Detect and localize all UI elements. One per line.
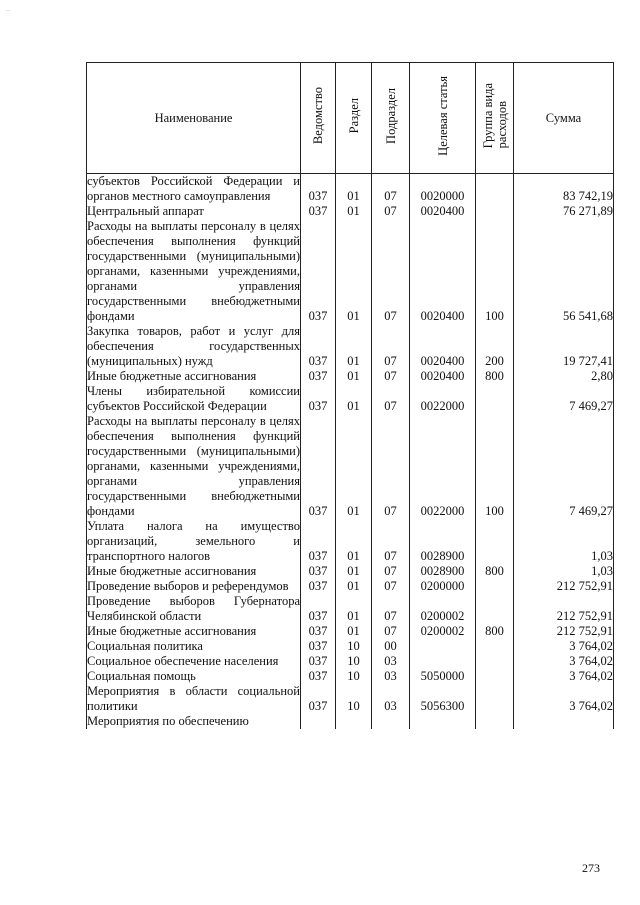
- table-row: [87, 624, 614, 639]
- row-section: 10: [336, 684, 372, 714]
- row-amount: 1,03: [514, 519, 614, 564]
- row-name: Социальное обеспечение населения: [87, 654, 301, 669]
- row-name: Центральный аппарат: [87, 204, 301, 219]
- row-subsection: 07: [372, 519, 410, 564]
- row-target-article: 0020400: [410, 204, 476, 219]
- header-department: Ведомство: [301, 63, 336, 174]
- row-subsection: 07: [372, 219, 410, 324]
- table-row: [87, 639, 614, 654]
- row-department: 037: [301, 624, 336, 639]
- row-target-article: 0020400: [410, 324, 476, 369]
- row-name: субъектов Российской Федерации и органов местного самоуправления: [87, 174, 300, 203]
- row-amount: 83 742,19: [514, 174, 614, 205]
- row-amount: 56 541,68: [514, 219, 614, 324]
- row-section: 10: [336, 654, 372, 669]
- header-amount: Сумма: [514, 63, 614, 174]
- row-department: 037: [301, 579, 336, 594]
- row-department: 037: [301, 654, 336, 669]
- row-department: 037: [301, 669, 336, 684]
- row-subsection: 03: [372, 654, 410, 669]
- row-section: 01: [336, 369, 372, 384]
- row-subsection: 03: [372, 669, 410, 684]
- row-subsection: 07: [372, 369, 410, 384]
- row-subsection: 03: [372, 684, 410, 714]
- page-number: 273: [582, 861, 600, 875]
- row-subsection: 07: [372, 594, 410, 624]
- row-expense-group: 100: [476, 219, 514, 324]
- row-subsection: 07: [372, 579, 410, 594]
- budget-table: [86, 62, 614, 729]
- row-target-article: [410, 654, 476, 669]
- row-department: 037: [301, 219, 336, 324]
- row-name: Иные бюджетные ассигнования: [87, 369, 301, 384]
- row-expense-group: [476, 594, 514, 624]
- table-row: [87, 684, 614, 714]
- row-department: 037: [301, 594, 336, 624]
- table-row: [87, 579, 614, 594]
- row-amount: 212 752,91: [514, 594, 614, 624]
- row-target-article: 5056300: [410, 684, 476, 714]
- row-section: 01: [336, 324, 372, 369]
- table-row: [87, 384, 614, 414]
- row-name: Расходы на выплаты персоналу в целях обеспечения выполнения функций государственными (муниципальными) органами, казенными учреждениями, органами управления государственными внебюджетными фондами: [87, 414, 300, 518]
- row-expense-group: [476, 384, 514, 414]
- row-department: 037: [301, 204, 336, 219]
- row-amount: 212 752,91: [514, 579, 614, 594]
- row-department: 037: [301, 414, 336, 519]
- row-subsection: 07: [372, 324, 410, 369]
- row-amount: 76 271,89: [514, 204, 614, 219]
- row-name: Иные бюджетные ассигнования: [87, 624, 301, 639]
- row-subsection: 07: [372, 174, 410, 205]
- row-department: 037: [301, 639, 336, 654]
- table-row: [87, 594, 614, 624]
- row-target-article: 0200000: [410, 579, 476, 594]
- row-section: 01: [336, 204, 372, 219]
- row-amount: 7 469,27: [514, 384, 614, 414]
- table-row: [87, 564, 614, 579]
- row-target-article: [410, 714, 476, 729]
- row-department: 037: [301, 519, 336, 564]
- row-amount: 1,03: [514, 564, 614, 579]
- row-section: 01: [336, 219, 372, 324]
- table-row: [87, 519, 614, 564]
- row-target-article: 0022000: [410, 384, 476, 414]
- row-section: 01: [336, 384, 372, 414]
- row-amount: 2,80: [514, 369, 614, 384]
- row-subsection: 07: [372, 564, 410, 579]
- row-expense-group: [476, 519, 514, 564]
- row-subsection: [372, 714, 410, 729]
- row-target-article: 5050000: [410, 669, 476, 684]
- row-section: 01: [336, 579, 372, 594]
- row-expense-group: 800: [476, 624, 514, 639]
- row-name: Закупка товаров, работ и услуг для обеспечения государственных (муниципальных) нужд: [87, 324, 300, 368]
- row-name: Мероприятия в области социальной политики: [87, 684, 300, 713]
- row-subsection: 00: [372, 639, 410, 654]
- row-department: [301, 714, 336, 729]
- header-section: Раздел: [336, 63, 372, 174]
- row-expense-group: 800: [476, 564, 514, 579]
- header-expense-group: Группа видарасходов: [476, 63, 514, 174]
- row-target-article: 0022000: [410, 414, 476, 519]
- row-expense-group: [476, 669, 514, 684]
- table-row: [87, 204, 614, 219]
- row-section: 01: [336, 174, 372, 205]
- table-row: [87, 414, 614, 519]
- row-department: 037: [301, 174, 336, 205]
- table-row: [87, 174, 614, 205]
- row-subsection: 07: [372, 414, 410, 519]
- table-row: [87, 369, 614, 384]
- table-row: [87, 714, 614, 729]
- row-amount: 212 752,91: [514, 624, 614, 639]
- row-department: 037: [301, 564, 336, 579]
- row-subsection: 07: [372, 624, 410, 639]
- row-section: 10: [336, 639, 372, 654]
- row-name: Члены избирательной комиссии субъектов Российской Федерации: [87, 384, 300, 413]
- header-subsection: Подраздел: [372, 63, 410, 174]
- row-target-article: 0028900: [410, 564, 476, 579]
- row-section: 10: [336, 669, 372, 684]
- row-amount: [514, 714, 614, 729]
- row-department: 037: [301, 684, 336, 714]
- row-name: Проведение выборов Губернатора Челябинской области: [87, 594, 300, 623]
- scan-corner-mark: ..: [6, 4, 10, 13]
- row-expense-group: 800: [476, 369, 514, 384]
- row-expense-group: [476, 639, 514, 654]
- row-target-article: 0020400: [410, 219, 476, 324]
- row-section: 01: [336, 519, 372, 564]
- row-expense-group: [476, 579, 514, 594]
- table-row: [87, 669, 614, 684]
- row-subsection: 07: [372, 384, 410, 414]
- row-amount: 3 764,02: [514, 654, 614, 669]
- row-amount: 3 764,02: [514, 669, 614, 684]
- row-name: Социальная политика: [87, 639, 301, 654]
- row-expense-group: [476, 204, 514, 219]
- row-expense-group: [476, 174, 514, 205]
- table-row: [87, 654, 614, 669]
- table-header: [87, 63, 614, 174]
- row-department: 037: [301, 384, 336, 414]
- header-target-article: Целевая статья: [410, 63, 476, 174]
- table-row: [87, 219, 614, 324]
- row-target-article: 0200002: [410, 624, 476, 639]
- row-name: Иные бюджетные ассигнования: [87, 564, 301, 579]
- row-name: Социальная помощь: [87, 669, 301, 684]
- row-name: Уплата налога на имущество организаций, земельного и транспортного налогов: [87, 519, 300, 563]
- row-amount: 3 764,02: [514, 639, 614, 654]
- table-body: [87, 174, 614, 730]
- row-section: 01: [336, 564, 372, 579]
- row-section: 01: [336, 414, 372, 519]
- row-target-article: [410, 639, 476, 654]
- row-target-article: 0020000: [410, 174, 476, 205]
- row-expense-group: 100: [476, 414, 514, 519]
- row-section: 01: [336, 624, 372, 639]
- row-department: 037: [301, 324, 336, 369]
- row-expense-group: [476, 684, 514, 714]
- header-name: Наименование: [87, 63, 301, 174]
- row-amount: 19 727,41: [514, 324, 614, 369]
- row-amount: 3 764,02: [514, 684, 614, 714]
- table-row: [87, 324, 614, 369]
- row-target-article: 0028900: [410, 519, 476, 564]
- row-name: Мероприятия по обеспечению: [87, 714, 301, 729]
- row-target-article: 0020400: [410, 369, 476, 384]
- row-subsection: 07: [372, 204, 410, 219]
- row-expense-group: [476, 714, 514, 729]
- row-target-article: 0200002: [410, 594, 476, 624]
- row-section: 01: [336, 594, 372, 624]
- row-department: 037: [301, 369, 336, 384]
- row-amount: 7 469,27: [514, 414, 614, 519]
- row-name: Проведение выборов и референдумов: [87, 579, 301, 594]
- row-expense-group: 200: [476, 324, 514, 369]
- row-section: [336, 714, 372, 729]
- row-name: Расходы на выплаты персоналу в целях обеспечения выполнения функций государственными (муниципальными) органами, казенными учреждениями, органами управления государственными внебюджетными фондами: [87, 219, 300, 323]
- row-expense-group: [476, 654, 514, 669]
